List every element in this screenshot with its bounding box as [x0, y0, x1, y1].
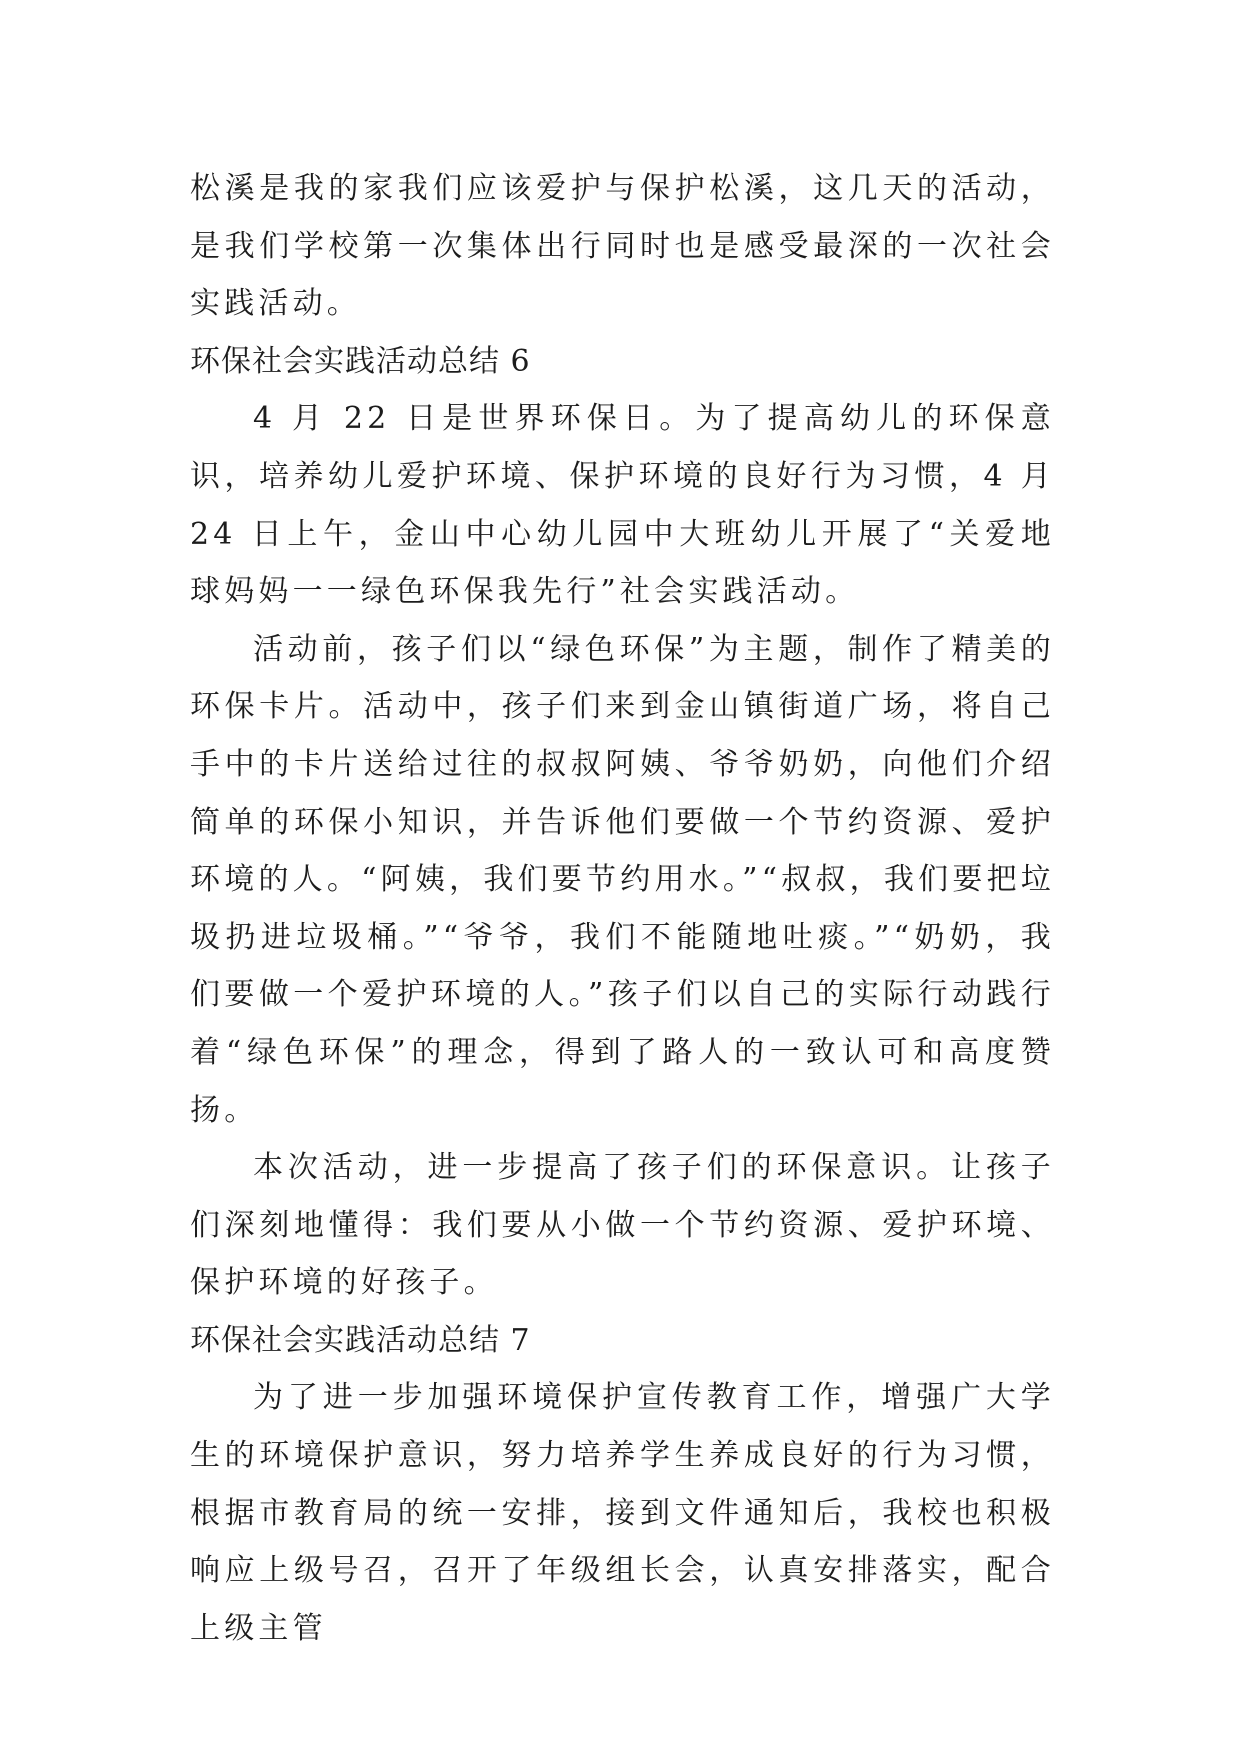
paragraph-education: 为了进一步加强环境保护宣传教育工作，增强广大学生的环境保护意识，努力培养学生养成良好的行为习惯，根据市教育局的统一安排，接到文件通知后，我校也积极响应上级号召，召开了年级组长会，认真安排落实，配合上级主管: [190, 1380, 1055, 1646]
paragraph-earth-day: 4 月 22 日是世界环保日。为了提高幼儿的环保意识，培养幼儿爱护环境、保护环境的良好行为习惯，4 月 24 日上午，金山中心幼儿园中大班幼儿开展了“关爱地球妈妈一一绿色环保我先行”社会实践活动。: [190, 401, 1055, 610]
paragraph-activity: 活动前，孩子们以“绿色环保”为主题，制作了精美的环保卡片。活动中，孩子们来到金山镇街道广场，将自己手中的卡片送给过往的叔叔阿姨、爷爷奶奶，向他们介绍简单的环保小知识，并告诉他们要做一个节约资源、爱护环境的人。“阿姨，我们要节约用水。”“叔叔，我们要把垃圾扔进垃圾桶。”“爷爷，我们不能随地吐痰。”“奶奶，我们要做一个爱护环境的人。”孩子们以自己的实际行动践行着“绿色环保”的理念，得到了路人的一致认可和高度赞扬。: [190, 631, 1055, 1128]
paragraph-songxi: 松溪是我的家我们应该爱护与保护松溪，这几天的活动，是我们学校第一次集体出行同时也是感受最深的一次社会实践活动。: [190, 171, 1055, 322]
document-body: [190, 160, 1055, 1657]
section-heading-6: 环保社会实践活动总结 6: [190, 343, 531, 379]
paragraph-conclusion: 本次活动，进一步提高了孩子们的环保意识。让孩子们深刻地懂得：我们要从小做一个节约资源、爱护环境、保护环境的好孩子。: [190, 1150, 1055, 1301]
section-heading-7: 环保社会实践活动总结 7: [190, 1322, 531, 1358]
